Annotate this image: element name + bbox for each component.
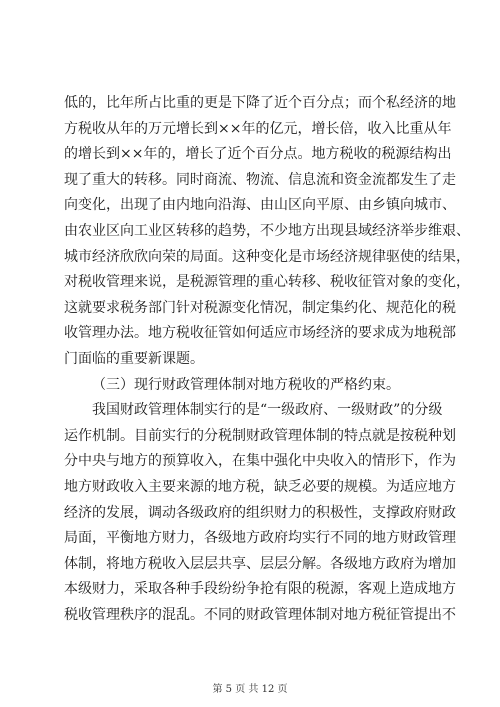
text-line: 经济的发展，调动各级政府的组织财力的积极性，支撑政府财政 bbox=[64, 504, 456, 521]
text-line: 城市经济欣欣向荣的局面。这种变化是市场经济规律驱使的结果， bbox=[64, 248, 470, 265]
text-line: 由农业区向工业区转移的趋势，不少地方出现县域经济举步维艰、 bbox=[64, 222, 470, 239]
text-line: 对税收管理来说，是税源管理的重心转移、税收征管对象的变化， bbox=[64, 274, 470, 291]
document-body bbox=[64, 91, 470, 628]
text-line: 运作机制。目前实行的分税制财政管理体制的特点就是按税种划 bbox=[64, 427, 456, 444]
text-line: 向变化，出现了由内地向沿海、由山区向平原、由乡镇向城市、 bbox=[64, 197, 456, 214]
page-number-footer: 第 5 页 共 12 页 bbox=[212, 684, 288, 695]
text-line: 税收管理秩序的混乱。不同的财政管理体制对地方税征管提出不 bbox=[64, 606, 456, 623]
text-line: 分中央与地方的预算收入，在集中强化中央收入的情形下，作为 bbox=[64, 453, 456, 470]
text-line: 局面，平衡地方财力，各级地方政府均实行不同的地方财政管理 bbox=[64, 530, 456, 547]
text-line: 现了重大的转移。同时商流、物流、信息流和资金流都发生了走 bbox=[64, 171, 456, 188]
text-line: 这就要求税务部门针对税源变化情况，制定集约化、规范化的税 bbox=[64, 299, 456, 316]
paragraph-1 bbox=[64, 91, 470, 373]
text-line: 的增长到××年的，增长了近个百分点。地方税收的税源结构出 bbox=[64, 146, 452, 163]
text-line: 本级财力，采取各种手段纷纷争抢有限的税源，客观上造成地方 bbox=[64, 581, 456, 598]
text-line: 我国财政管理体制实行的是“一级政府、一级财政”的分级 bbox=[92, 402, 443, 419]
text-line: 收管理办法。地方税收征管如何适应市场经济的要求成为地税部 bbox=[64, 325, 456, 342]
text-line: 门面临的重要新课题。 bbox=[64, 350, 204, 367]
text-line: 体制，将地方税收入层层共享、层层分解。各级地方政府为增加 bbox=[64, 555, 456, 572]
text-line: 地方财政收入主要来源的地方税，缺乏必要的规模。为适应地方 bbox=[64, 478, 456, 495]
text-line: 方税收从年的万元增长到××年的亿元，增长倍，收入比重从年 bbox=[64, 120, 452, 137]
section-heading: （三）现行财政管理体制对地方税收的严格约束。 bbox=[92, 376, 400, 393]
paragraph-2 bbox=[64, 398, 456, 628]
text-line: 低的，比年所占比重的更是下降了近个百分点；而个私经济的地 bbox=[64, 95, 456, 111]
